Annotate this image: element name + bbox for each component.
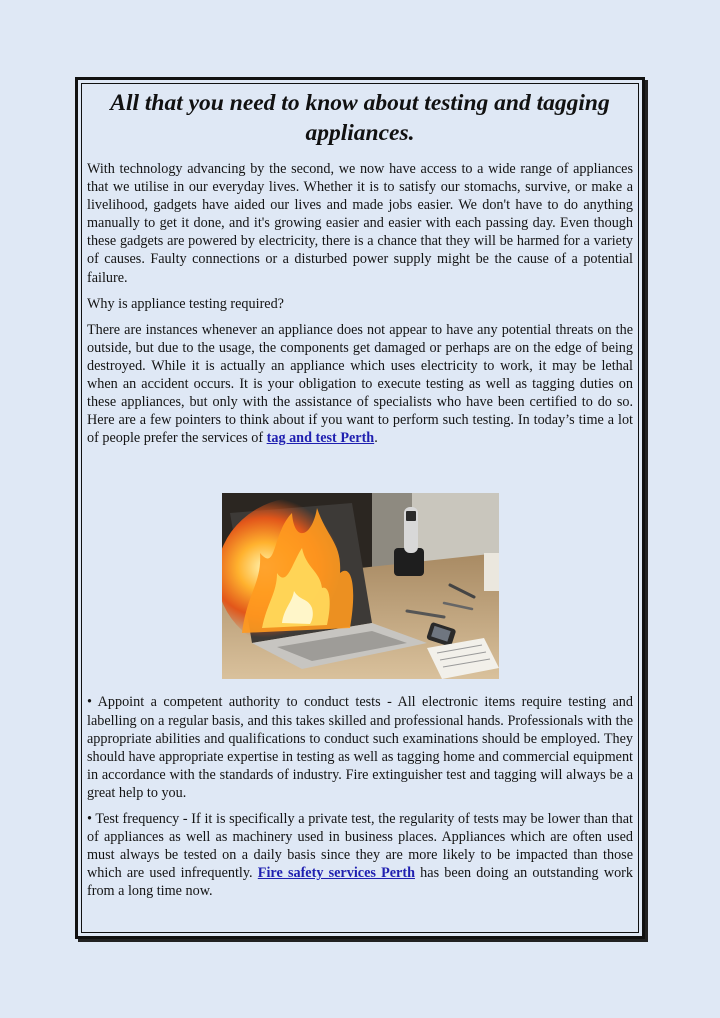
bullet-test-frequency: [87, 810, 633, 900]
bullet-test-frequency-end: has been doing an outstanding work from a long time now.: [87, 865, 633, 900]
bullet-test-frequency-text: • Test frequency - If it is specifically a private test, the regularity of tests may be lower than that of appliances as well as machinery used in business places. Appliances which are often used must always be tested on a daily basis since they are more likely to be impacted than those which are used infrequently.: [87, 810, 633, 882]
testing-paragraph-end: .: [374, 430, 378, 447]
bullet-appoint-authority: • Appoint a competent authority to conduct tests - All electronic items require testing and labelling on a regular basis, and this takes skilled and professional hands. Professionals with the appropriate abilities and qualifications to conduct such examinations should be employed. They should have appropriate expertise in testing as well as tagging home and commercial equipment in accordance with the standards of industry. Fire extinguisher test and tagging will always be a great help to you.: [87, 694, 633, 801]
tag-and-test-perth-link[interactable]: tag and test Perth: [266, 430, 375, 447]
testing-paragraph-text: There are instances whenever an appliance does not appear to have any potential threats on the outside, but due to the usage, the components get damaged or perhaps are on the edge of being destroyed. While it is actually an appliance which uses electricity to work, it may be lethal when an accident occurs. It is your obligation to execute testing as well as tagging duties on these appliances, but only with the assistance of specialists who have been certified to do so. Here are a few pointers to think about if you want to perform such testing. In today’s time a lot of people prefer the services of: [87, 321, 633, 447]
document-title: All that you need to know about testing and tagging appliances.: [110, 90, 610, 146]
burning-laptop-photo: [222, 493, 499, 679]
document-content: [87, 88, 633, 908]
intro-paragraph: With technology advancing by the second, we now have access to a wide range of appliances that we utilise in our everyday lives. Whether it is to satisfy our stomachs, survive, or make a livelihood, gadgets have aided our lives and made jobs easier. We don't have to do anything manually to get it done, and it's growing easier and easier with each passing day. Even though these gadgets are powered by electricity, there is a chance that they will be harmed for a variety of causes. Faulty connections or a disturbed power supply might be the cause of a potential failure.: [87, 161, 633, 286]
testing-paragraph: [87, 321, 633, 448]
burning-laptop-illustration: [222, 493, 499, 679]
fire-safety-services-perth-link[interactable]: Fire safety services Perth: [257, 865, 415, 882]
section-question: Why is appliance testing required?: [87, 295, 284, 312]
